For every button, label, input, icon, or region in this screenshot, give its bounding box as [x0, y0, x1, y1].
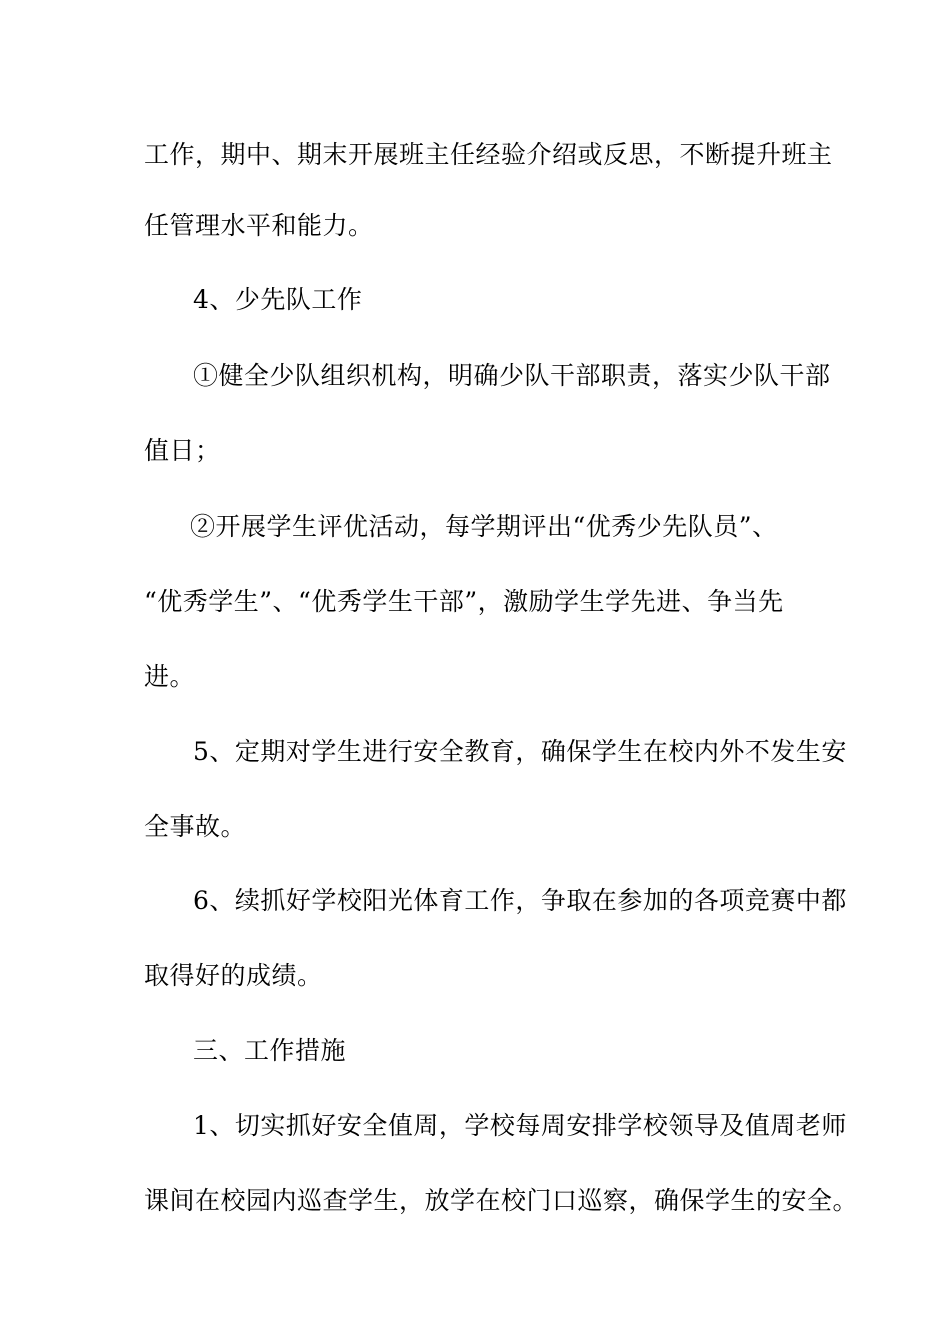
section-heading: 4、少先队工作 — [193, 285, 363, 314]
paragraph-line: 全事故。 — [144, 812, 247, 841]
paragraph-line: “优秀学生”、“优秀学生干部”，激励学生学先进、争当先 — [144, 587, 784, 616]
paragraph-line: ①健全少队组织机构，明确少队干部职责，落实少队干部 — [193, 361, 831, 390]
paragraph-line: 值日； — [144, 436, 221, 465]
paragraph-line: 取得好的成绩。 — [144, 961, 323, 990]
section-heading: 三、工作措施 — [193, 1036, 347, 1065]
paragraph-line: 6、续抓好学校阳光体育工作，争取在参加的各项竞赛中都 — [193, 886, 847, 915]
paragraph-line: 工作，期中、期末开展班主任经验介绍或反思，不断提升班主 — [144, 140, 833, 169]
paragraph-line: 任管理水平和能力。 — [144, 211, 374, 240]
paragraph-line: 课间在校园内巡查学生，放学在校门口巡察，确保学生的安全。 — [144, 1186, 859, 1215]
paragraph-line: 进。 — [144, 662, 196, 691]
paragraph-line: 5、定期对学生进行安全教育，确保学生在校内外不发生安 — [193, 737, 847, 766]
paragraph-line: 1、切实抓好安全值周，学校每周安排学校领导及值周老师 — [193, 1111, 847, 1140]
paragraph-line: ②开展学生评优活动，每学期评出“优秀少先队员”、 — [190, 512, 778, 541]
